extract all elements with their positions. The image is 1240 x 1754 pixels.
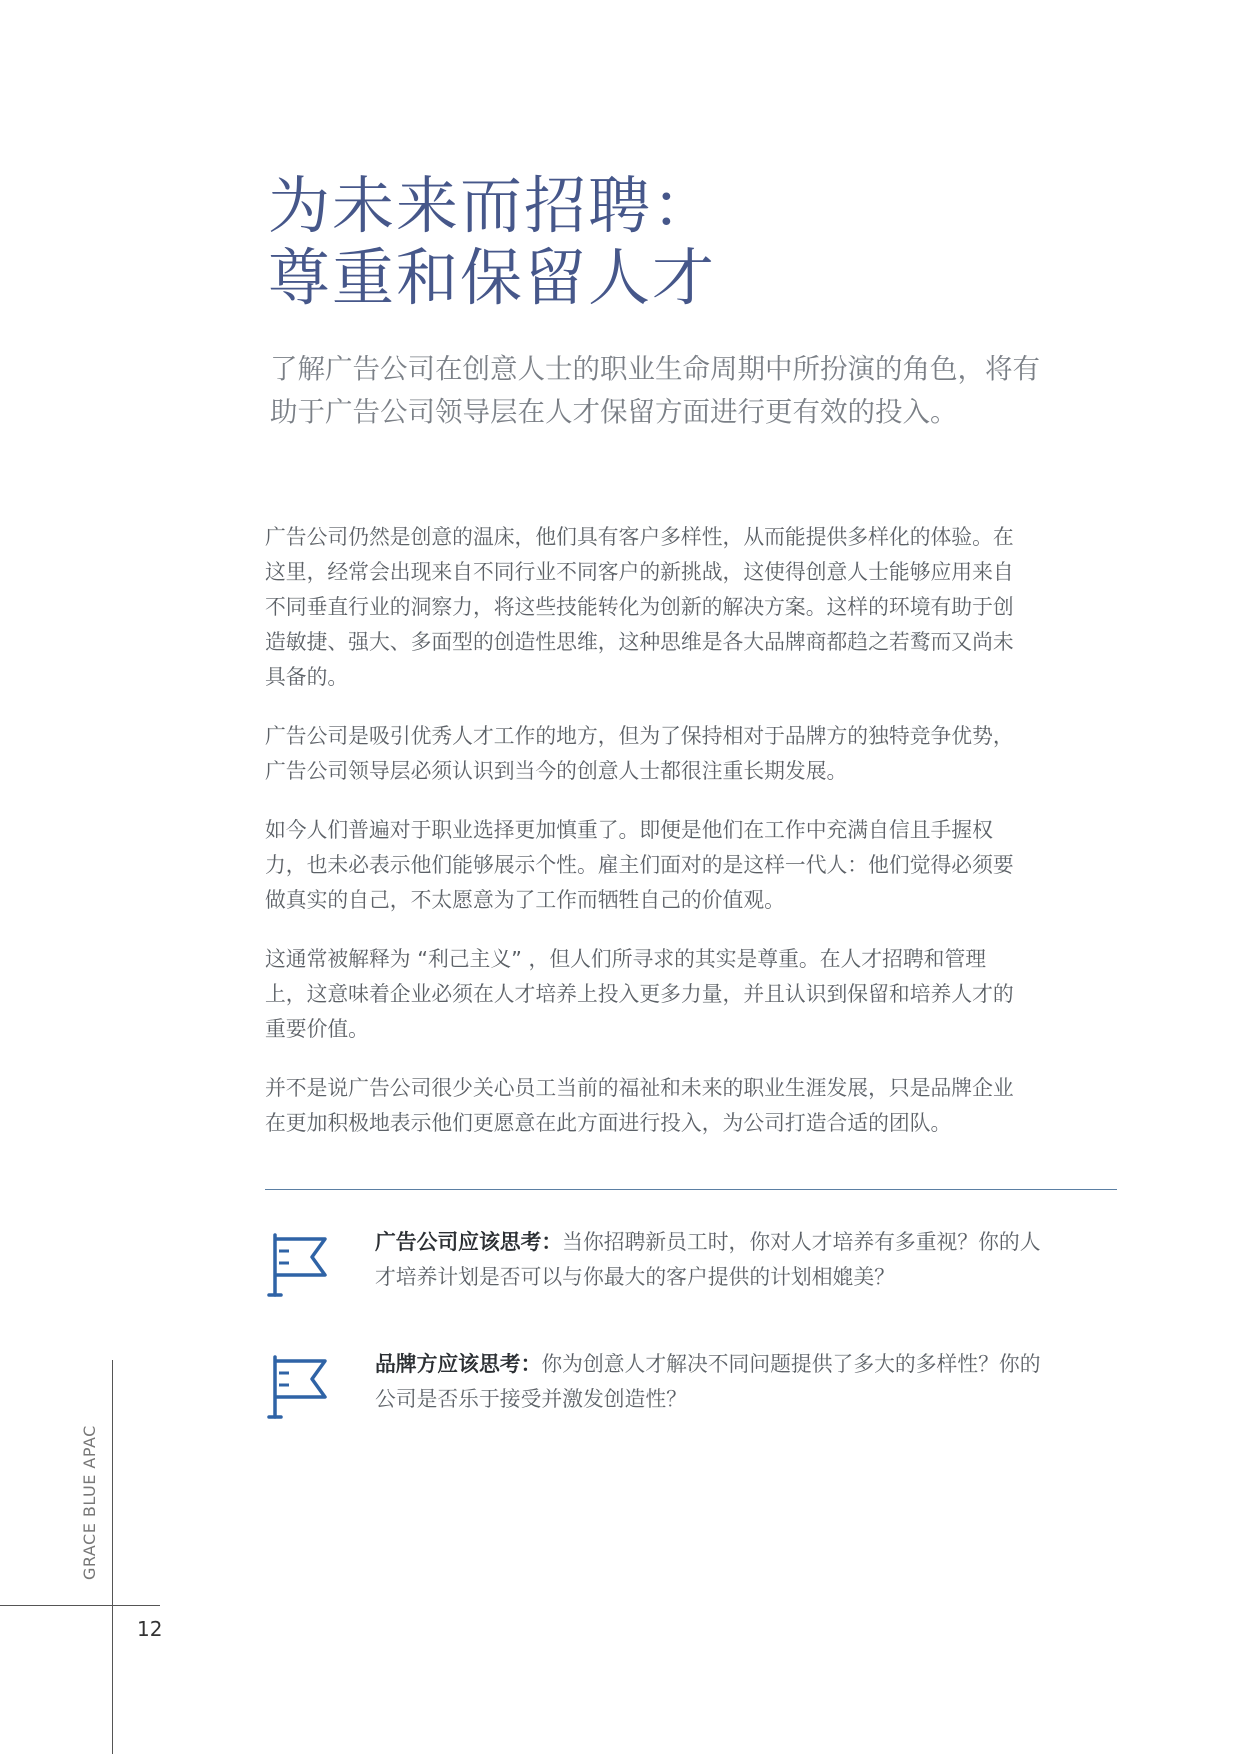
page-title-line-2: 尊重和保留人才 [268,241,717,314]
paragraph-line: 广告公司仍然是创意的温床，他们具有客户多样性，从而能提供多样化的体验。在 [265,525,1014,549]
paragraph-line: 力，也未必表示他们能够展示个性。雇主们面对的是这样一代人：他们觉得必须要 [265,853,1014,877]
callout-text [375,1347,1125,1417]
section-divider [265,1189,1117,1190]
intro-line-2: 助于广告公司领导层在人才保留方面进行更有效的投入。 [270,396,958,428]
paragraph-4 [265,942,1125,1047]
side-rule [112,1360,113,1754]
flag-icon [265,1351,331,1421]
page-title [268,170,716,314]
callout-label: 品牌方应该思考： [375,1352,542,1376]
paragraph-line: 重要价值。 [265,1017,369,1041]
page-title-line-1: 为未来而招聘： [268,169,717,242]
paragraph-line: 如今人们普遍对于职业选择更加慎重了。即便是他们在工作中充满自信且手握权 [265,818,993,842]
paragraph-3 [265,813,1125,918]
paragraph-line: 这通常被解释为 “利己主义” ，但人们所寻求的其实是尊重。在人才招聘和管理 [265,947,987,971]
paragraph-line: 在更加积极地表示他们更愿意在此方面进行投入，为公司打造合适的团队。 [265,1111,952,1135]
intro-text [270,348,1130,434]
paragraph-line: 不同垂直行业的洞察力，将这些技能转化为创新的解决方案。这样的环境有助于创 [265,595,1014,619]
callout-line-2: 公司是否乐于接受并激发创造性？ [375,1387,687,1411]
callout-text [375,1225,1125,1295]
flag-icon [265,1229,331,1299]
body-text [265,520,1125,1165]
callout-line-1 [375,1225,1125,1260]
page-number: 12 [137,1617,163,1641]
paragraph-line: 做真实的自己，不太愿意为了工作而牺牲自己的价值观。 [265,888,785,912]
paragraph-5 [265,1071,1125,1141]
paragraph-line: 上，这意味着企业必须在人才培养上投入更多力量，并且认识到保留和培养人才的 [265,982,1014,1006]
paragraph-line: 具备的。 [265,665,349,689]
intro-line-1: 了解广告公司在创意人士的职业生命周期中所扮演的角色，将有 [270,353,1040,385]
footer-rule [0,1605,160,1606]
paragraph-line: 这里，经常会出现来自不同行业不同客户的新挑战，这使得创意人士能够应用来自 [265,560,1014,584]
brand-label: GRACE BLUE APAC [80,1425,99,1580]
callout-line-2: 才培养计划是否可以与你最大的客户提供的计划相媲美？ [375,1265,895,1289]
callout-line-1 [375,1347,1125,1382]
paragraph-line: 广告公司领导层必须认识到当今的创意人士都很注重长期发展。 [265,759,848,783]
callout-label: 广告公司应该思考： [375,1230,563,1254]
paragraph-line: 并不是说广告公司很少关心员工当前的福祉和未来的职业生涯发展，只是品牌企业 [265,1076,1014,1100]
paragraph-1 [265,520,1125,695]
callout-line-1-text: 当你招聘新员工时，你对人才培养有多重视？你的人 [562,1230,1041,1254]
paragraph-line: 广告公司是吸引优秀人才工作的地方，但为了保持相对于品牌方的独特竞争优势， [265,724,1014,748]
callout-line-1-text: 你为创意人才解决不同问题提供了多大的多样性？你的 [541,1352,1041,1376]
paragraph-line: 造敏捷、强大、多面型的创造性思维，这种思维是各大品牌商都趋之若鹜而又尚未 [265,630,1014,654]
paragraph-2 [265,719,1125,789]
